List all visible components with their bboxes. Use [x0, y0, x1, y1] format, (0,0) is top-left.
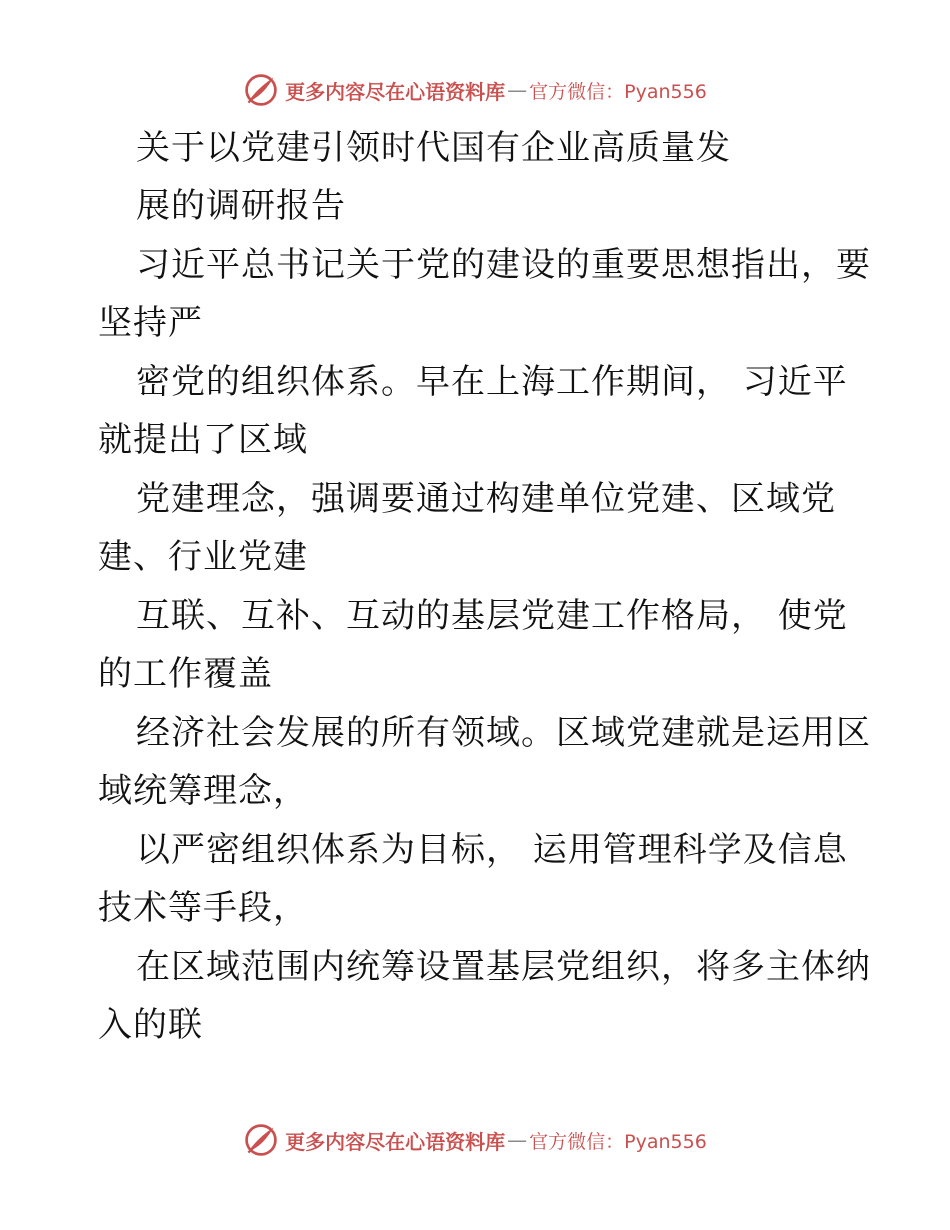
watermark-separator: —	[507, 1128, 528, 1152]
footer-watermark	[0, 1120, 950, 1160]
watermark-contact: 官方微信：Pyan556	[529, 80, 707, 103]
doc-line: 技术等手段，	[98, 888, 308, 928]
doc-title-line-1: 关于以党建引领时代国有企业高质量发	[136, 128, 731, 168]
doc-line: 经济社会发展的所有领域。区域党建就是运用区	[136, 713, 871, 753]
watermark-separator: —	[507, 78, 528, 102]
doc-line: 坚持严	[98, 303, 203, 343]
header-watermark	[0, 70, 950, 110]
doc-line: 习近平总书记关于党的建设的重要思想指出，要	[136, 245, 871, 285]
watermark-contact: 官方微信：Pyan556	[529, 1130, 707, 1153]
doc-line: 就提出了区域	[98, 420, 308, 460]
doc-line: 密党的组织体系。早在上海工作期间， 习近平	[136, 362, 848, 402]
doc-line: 域统筹理念，	[98, 771, 308, 811]
doc-line: 入的联	[98, 1005, 203, 1045]
doc-line: 在区域范围内统筹设置基层党组织，将多主体纳	[136, 947, 871, 987]
doc-line: 建、行业党建	[98, 537, 308, 577]
quill-logo-icon	[243, 1122, 279, 1158]
doc-line: 以严密组织体系为目标， 运用管理科学及信息	[136, 830, 848, 870]
watermark-text: 更多内容尽在心语资料库	[285, 1129, 506, 1154]
watermark-text: 更多内容尽在心语资料库	[285, 79, 506, 104]
doc-title-line-2: 展的调研报告	[136, 186, 346, 226]
quill-logo-icon	[243, 72, 279, 108]
doc-line: 的工作覆盖	[98, 654, 273, 694]
doc-line: 互联、互补、互动的基层党建工作格局， 使党	[136, 596, 848, 636]
doc-line: 党建理念，强调要通过构建单位党建、区域党	[136, 479, 836, 519]
